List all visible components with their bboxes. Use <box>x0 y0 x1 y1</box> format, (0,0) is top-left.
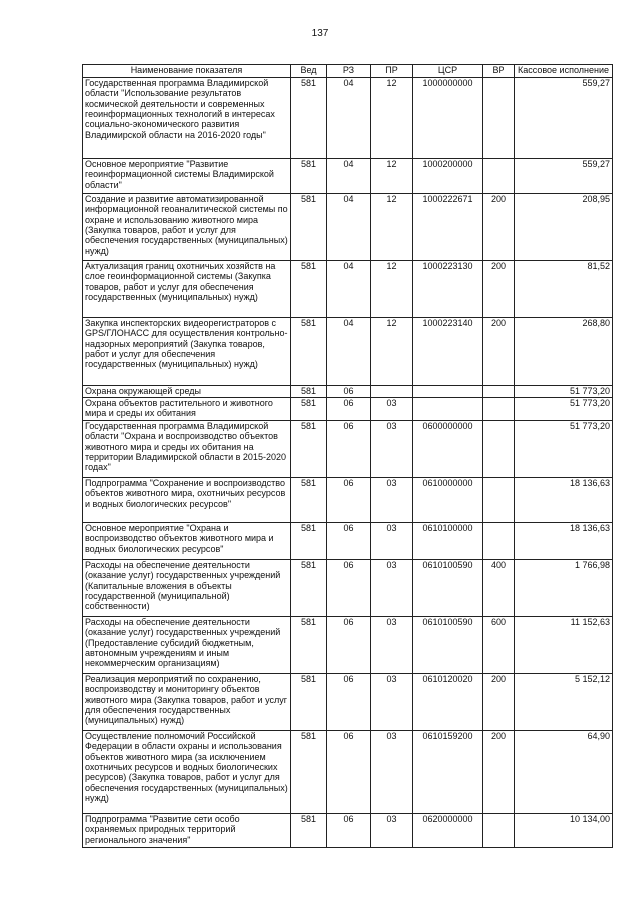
table-row <box>83 731 613 814</box>
cell-amount: 208,95 <box>515 194 613 261</box>
cell-ved: 581 <box>291 159 327 194</box>
header-rz: РЗ <box>327 65 371 78</box>
cell-ved: 581 <box>291 560 327 617</box>
cell-pr: 03 <box>371 398 413 421</box>
cell-vr <box>483 159 515 194</box>
cell-name: Государственная программа Владимирской области "Охрана и воспроизводство объектов животного мира и среды их обитания на территории Владимирской области в 2015-2020 годах" <box>83 421 291 478</box>
cell-pr: 03 <box>371 814 413 848</box>
table-row <box>83 159 613 194</box>
cell-rz: 04 <box>327 194 371 261</box>
cell-pr: 03 <box>371 731 413 814</box>
cell-vr <box>483 421 515 478</box>
cell-pr: 12 <box>371 318 413 386</box>
cell-amount: 1 766,98 <box>515 560 613 617</box>
cell-csr <box>413 386 483 398</box>
cell-pr: 03 <box>371 478 413 523</box>
cell-pr: 12 <box>371 261 413 318</box>
cell-pr: 03 <box>371 523 413 560</box>
cell-name: Охрана окружающей среды <box>83 386 291 398</box>
cell-vr <box>483 478 515 523</box>
cell-amount: 81,52 <box>515 261 613 318</box>
cell-rz: 06 <box>327 398 371 421</box>
cell-vr <box>483 78 515 159</box>
cell-pr: 03 <box>371 560 413 617</box>
cell-amount: 51 773,20 <box>515 386 613 398</box>
cell-rz: 06 <box>327 731 371 814</box>
cell-vr: 400 <box>483 560 515 617</box>
cell-rz: 04 <box>327 318 371 386</box>
cell-name: Закупка инспекторских видеорегистраторов с GPS/ГЛОНАСС для осуществления контрольно-надзорных мероприятий (Закупка товаров, работ и услуг для обеспечения государственных (муниципальных) нужд) <box>83 318 291 386</box>
table-row <box>83 478 613 523</box>
header-vr: ВР <box>483 65 515 78</box>
cell-csr: 0610000000 <box>413 478 483 523</box>
cell-rz: 06 <box>327 560 371 617</box>
cell-name: Подпрограмма "Сохранение и воспроизводство объектов животного мира, охотничьих ресурсов и водных биологических ресурсов" <box>83 478 291 523</box>
cell-amount: 51 773,20 <box>515 421 613 478</box>
header-name: Наименование показателя <box>83 65 291 78</box>
cell-csr: 0600000000 <box>413 421 483 478</box>
cell-ved: 581 <box>291 386 327 398</box>
cell-pr: 12 <box>371 159 413 194</box>
cell-amount: 18 136,63 <box>515 478 613 523</box>
cell-csr: 0610100000 <box>413 523 483 560</box>
cell-pr <box>371 386 413 398</box>
cell-vr <box>483 398 515 421</box>
cell-csr: 0610100590 <box>413 560 483 617</box>
cell-rz: 06 <box>327 617 371 674</box>
cell-name: Создание и развитие автоматизированной информационной геоаналитической системы по охране и использованию животного мира (Закупка товаров, работ и услуг для обеспечения государственных (муниципальных) нужд) <box>83 194 291 261</box>
table-row <box>83 398 613 421</box>
table-row <box>83 78 613 159</box>
cell-vr: 200 <box>483 261 515 318</box>
header-pr: ПР <box>371 65 413 78</box>
cell-vr <box>483 386 515 398</box>
cell-ved: 581 <box>291 261 327 318</box>
cell-csr: 1000200000 <box>413 159 483 194</box>
table-body <box>83 78 613 848</box>
budget-table <box>82 64 613 848</box>
cell-pr: 12 <box>371 78 413 159</box>
cell-vr: 200 <box>483 674 515 731</box>
cell-ved: 581 <box>291 478 327 523</box>
header-amount: Кассовое исполнение <box>515 65 613 78</box>
cell-ved: 581 <box>291 523 327 560</box>
cell-vr: 200 <box>483 194 515 261</box>
cell-pr: 12 <box>371 194 413 261</box>
cell-name: Государственная программа Владимирской области "Использование результатов космической деятельности и современных геоинформационных технологий в интересах социально-экономического развития Владимирской области на 2016-2020 годы" <box>83 78 291 159</box>
cell-name: Актуализация границ охотничьих хозяйств на слое геоинформационной системы (Закупка товаров, работ и услуг для обеспечения государственных (муниципальных) нужд) <box>83 261 291 318</box>
cell-amount: 11 152,63 <box>515 617 613 674</box>
cell-ved: 581 <box>291 674 327 731</box>
cell-amount: 268,80 <box>515 318 613 386</box>
header-csr: ЦСР <box>413 65 483 78</box>
cell-amount: 559,27 <box>515 159 613 194</box>
table-header-row <box>83 65 613 78</box>
cell-csr: 1000223140 <box>413 318 483 386</box>
cell-rz: 04 <box>327 159 371 194</box>
cell-csr: 0610120020 <box>413 674 483 731</box>
table-row <box>83 194 613 261</box>
cell-csr: 1000223130 <box>413 261 483 318</box>
page-number: 137 <box>311 28 329 39</box>
cell-name: Реализация мероприятий по сохранению, воспроизводству и мониторингу объектов животного мира (Закупка товаров, работ и услуг для обеспечения государственных (муниципальных) нужд) <box>83 674 291 731</box>
cell-csr: 0610100590 <box>413 617 483 674</box>
cell-vr: 200 <box>483 731 515 814</box>
cell-rz: 04 <box>327 78 371 159</box>
table-row <box>83 560 613 617</box>
cell-pr: 03 <box>371 421 413 478</box>
cell-csr: 0610159200 <box>413 731 483 814</box>
cell-rz: 06 <box>327 421 371 478</box>
cell-csr: 1000222671 <box>413 194 483 261</box>
cell-name: Основное мероприятие "Охрана и воспроизводство объектов животного мира и водных биологических ресурсов" <box>83 523 291 560</box>
cell-amount: 64,90 <box>515 731 613 814</box>
cell-csr: 1000000000 <box>413 78 483 159</box>
cell-name: Подпрограмма "Развитие сети особо охраняемых природных территорий регионального значения" <box>83 814 291 848</box>
cell-name: Расходы на обеспечение деятельности (оказание услуг) государственных учреждений (Капитальные вложения в объекты государственной (муниципальной) собственности) <box>83 560 291 617</box>
table-row <box>83 523 613 560</box>
cell-ved: 581 <box>291 814 327 848</box>
cell-amount: 10 134,00 <box>515 814 613 848</box>
table-row <box>83 386 613 398</box>
table-row <box>83 617 613 674</box>
cell-ved: 581 <box>291 398 327 421</box>
cell-vr: 600 <box>483 617 515 674</box>
cell-rz: 06 <box>327 674 371 731</box>
cell-amount: 559,27 <box>515 78 613 159</box>
table-row <box>83 318 613 386</box>
cell-name: Расходы на обеспечение деятельности (оказание услуг) государственных учреждений (Предоставление субсидий бюджетным, автономным учреждениям и иным некоммерческим организациям) <box>83 617 291 674</box>
cell-name: Основное мероприятие "Развитие геоинформационной системы Владимирской области" <box>83 159 291 194</box>
table-row <box>83 814 613 848</box>
cell-rz: 06 <box>327 386 371 398</box>
cell-ved: 581 <box>291 78 327 159</box>
cell-name: Осуществление полномочий Российской Федерации в области охраны и использования объектов животного мира (за исключением охотничьих ресурсов и водных биологических ресурсов) (Закупка товаров, работ и услуг для обеспечения государственных (муниципальных) нужд) <box>83 731 291 814</box>
cell-vr <box>483 523 515 560</box>
cell-vr <box>483 814 515 848</box>
cell-rz: 04 <box>327 261 371 318</box>
cell-rz: 06 <box>327 523 371 560</box>
cell-amount: 5 152,12 <box>515 674 613 731</box>
cell-pr: 03 <box>371 617 413 674</box>
cell-rz: 06 <box>327 478 371 523</box>
table-row <box>83 421 613 478</box>
cell-amount: 18 136,63 <box>515 523 613 560</box>
cell-csr <box>413 398 483 421</box>
cell-name: Охрана объектов растительного и животного мира и среды их обитания <box>83 398 291 421</box>
cell-ved: 581 <box>291 731 327 814</box>
cell-pr: 03 <box>371 674 413 731</box>
header-ved: Вед <box>291 65 327 78</box>
table-row <box>83 261 613 318</box>
cell-ved: 581 <box>291 194 327 261</box>
cell-ved: 581 <box>291 318 327 386</box>
cell-ved: 581 <box>291 421 327 478</box>
cell-amount: 51 773,20 <box>515 398 613 421</box>
cell-csr: 0620000000 <box>413 814 483 848</box>
table-row <box>83 674 613 731</box>
cell-rz: 06 <box>327 814 371 848</box>
cell-ved: 581 <box>291 617 327 674</box>
cell-vr: 200 <box>483 318 515 386</box>
